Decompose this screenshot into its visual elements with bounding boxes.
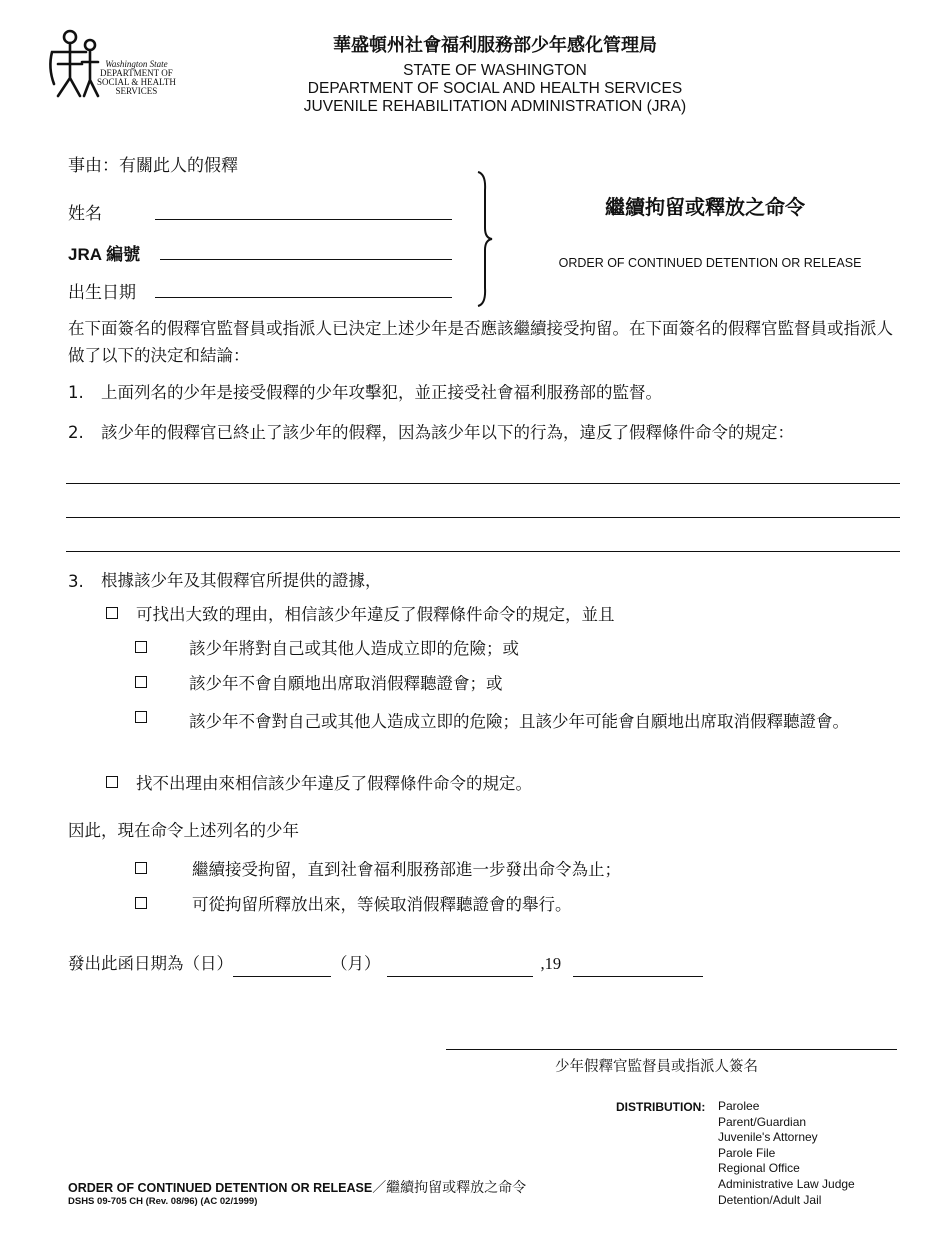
distribution-item: Parent/Guardian: [718, 1114, 807, 1129]
item-2-number: 2.: [68, 423, 84, 442]
jra-number-field[interactable]: [160, 259, 452, 260]
subject-line: 事由：有關此人的假釋: [68, 156, 238, 176]
jra-number-label: JRA 編號: [68, 245, 141, 264]
probable-cause-checkbox[interactable]: [106, 607, 118, 619]
year-prefix: ,19: [540, 954, 562, 973]
month-field[interactable]: [387, 960, 533, 977]
signature-line[interactable]: [446, 1049, 897, 1050]
danger-text: 該少年將對自己或其他人造成立即的危險；或: [189, 639, 519, 658]
continue-detention-text: 繼續接受拘留，直到社會福利服務部進一步發出命令為止；: [192, 860, 621, 879]
item-3-number: 3.: [68, 572, 84, 591]
right-brace-icon: [474, 170, 494, 308]
day-field[interactable]: [233, 960, 331, 977]
continue-detention-checkbox[interactable]: [135, 862, 147, 874]
header-line-department: DEPARTMENT OF SOCIAL AND HEALTH SERVICES: [307, 80, 683, 97]
distribution-label: DISTRIBUTION:: [616, 1100, 706, 1114]
order-title-english: ORDER OF CONTINUED DETENTION OR RELEASE: [558, 256, 862, 270]
logo-text: [97, 60, 176, 96]
no-danger-text: 該少年不會對自己或其他人造成立即的危險；且該少年可能會自願地出席取消假釋聽證會。: [189, 712, 849, 731]
distribution-item: Detention/Adult Jail: [718, 1192, 822, 1207]
logo-line-2: DEPARTMENT OF: [100, 68, 173, 78]
order-title-chinese: 繼續拘留或釋放之命令: [605, 195, 805, 219]
issue-date-row: [68, 950, 703, 977]
distribution-item: Parolee: [718, 1099, 760, 1113]
distribution-item: Regional Office: [718, 1161, 800, 1176]
dob-field[interactable]: [155, 297, 452, 298]
violation-line-2[interactable]: [66, 517, 900, 518]
logo-line-1: Washington State: [105, 59, 168, 69]
issue-date-label: 發出此函日期為（日）: [68, 954, 233, 973]
no-danger-checkbox[interactable]: [135, 711, 147, 723]
item-2-text: 該少年的假釋官已終止了該少年的假釋，因為該少年以下的行為，違反了假釋條件命令的規定：: [101, 423, 794, 442]
not-appear-checkbox[interactable]: [135, 676, 147, 688]
violation-line-3[interactable]: [66, 551, 900, 552]
probable-cause-text: 可找出大致的理由，相信該少年違反了假釋條件命令的規定，並且: [136, 605, 615, 624]
header-title-chinese: 華盛頓州社會福利服務部少年感化管理局: [333, 35, 657, 56]
signature-label: 少年假釋官監督員或指派人簽名: [555, 1059, 758, 1075]
header-line-state: STATE OF WASHINGTON: [403, 62, 587, 79]
item-1-number: 1.: [68, 383, 84, 402]
header-line-jra: JUVENILE REHABILITATION ADMINISTRATION (JRA): [303, 98, 687, 115]
footer-title: [68, 1177, 526, 1197]
dob-label: 出生日期: [68, 283, 136, 303]
no-cause-checkbox[interactable]: [106, 776, 118, 788]
distribution-item: Administrative Law Judge: [718, 1176, 855, 1191]
violation-line-1[interactable]: [66, 483, 900, 484]
name-label: 姓名: [68, 204, 102, 224]
item-3-text: 根據該少年及其假釋官所提供的證據，: [101, 571, 382, 590]
name-field[interactable]: [155, 219, 452, 220]
release-checkbox[interactable]: [135, 897, 147, 909]
footer-title-chinese: ／繼續拘留或釋放之命令: [372, 1180, 527, 1196]
logo-line-4: SERVICES: [115, 86, 158, 96]
footer-title-english: ORDER OF CONTINUED DETENTION OR RELEASE: [68, 1181, 373, 1195]
distribution-item: Juvenile's Attorney: [718, 1130, 818, 1145]
logo-line-3: SOCIAL & HEALTH: [97, 77, 176, 87]
year-field[interactable]: [573, 960, 703, 977]
distribution-item: Parole File: [718, 1145, 776, 1160]
release-text: 可從拘留所釋放出來，等候取消假釋聽證會的舉行。: [192, 895, 572, 914]
form-number: DSHS 09-705 CH (Rev. 08/96) (AC 02/1999): [68, 1196, 258, 1207]
not-appear-text: 該少年不會自願地出席取消假釋聽證會；或: [189, 674, 503, 693]
distribution-list: [718, 1099, 855, 1208]
item-1-text: 上面列名的少年是接受假釋的少年攻擊犯，並正接受社會福利服務部的監督。: [101, 383, 662, 402]
intro-paragraph: 在下面簽名的假釋官監督員或指派人已決定上述少年是否應該繼續接受拘留。在下面簽名的假釋官監督員或指派人做了以下的決定和結論：: [68, 319, 893, 365]
order-intro: 因此，現在命令上述列名的少年: [68, 821, 299, 840]
month-label: （月）: [331, 954, 381, 973]
danger-checkbox[interactable]: [135, 641, 147, 653]
no-cause-text: 找不出理由來相信該少年違反了假釋條件命令的規定。: [136, 774, 532, 793]
